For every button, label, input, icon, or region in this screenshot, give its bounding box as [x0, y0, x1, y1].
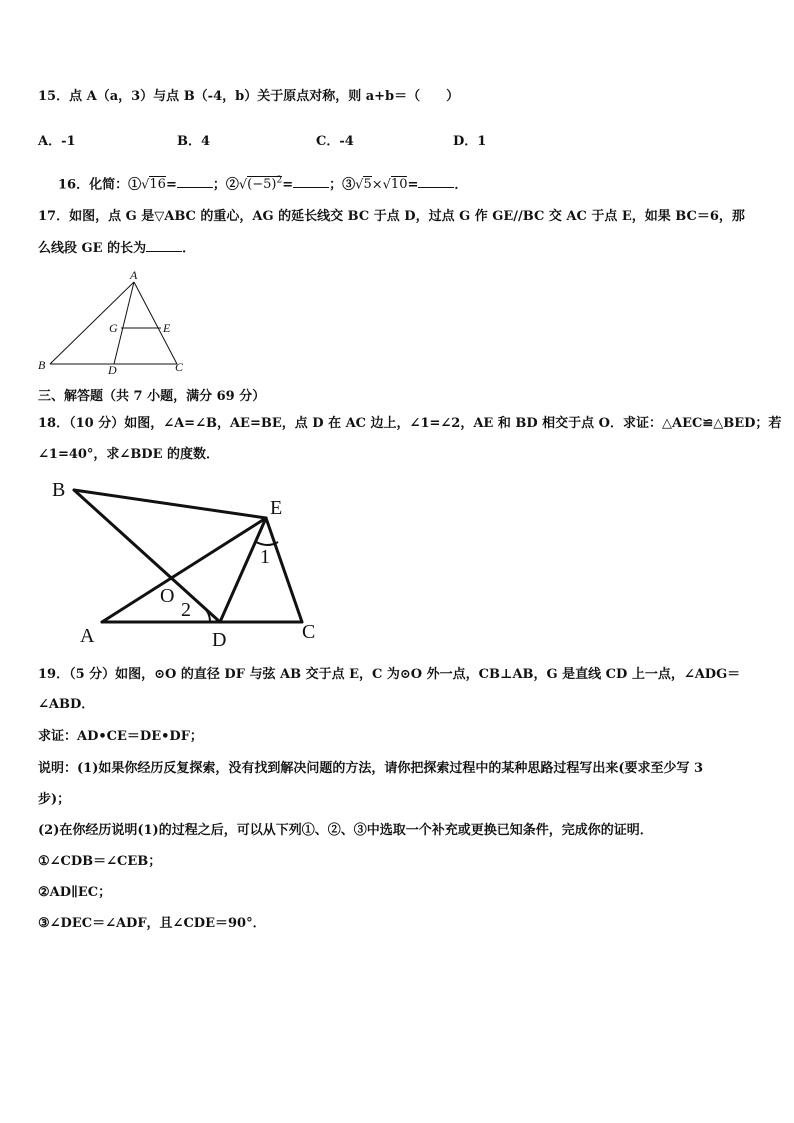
q18-label-1: 1 [260, 546, 270, 568]
q16-part1-label: ① [128, 177, 142, 193]
q19-option-2: ②AD∥EC； [38, 885, 112, 900]
q18-label-b: B [52, 479, 66, 501]
equals-sign: = [282, 177, 294, 193]
q18-segment-bd [74, 490, 220, 622]
q16-part2-base: (−5) [247, 177, 277, 193]
q19-line-6: (2)在你经历说明(1)的过程之后，可以从下列①、②、③中选取一个补充或更换已知条件，完成你的证明． [38, 823, 653, 838]
sqrt-icon: √ [238, 177, 248, 193]
q18-label-o: O [160, 585, 175, 607]
q18-segment-ec [266, 518, 302, 622]
q19-line-3: 求证：AD•CE＝DE•DF； [38, 729, 203, 744]
q17-label-a: A [130, 268, 138, 282]
q17-label-e: E [163, 321, 171, 335]
q17-line-2 [38, 239, 195, 258]
q15-option-c: C．-4 [316, 134, 354, 149]
q15-option-b: B．4 [177, 134, 211, 149]
q18-label-e: E [270, 497, 283, 519]
q16-stem [58, 170, 467, 196]
q16-blank-1 [177, 175, 213, 188]
q15-option-d: D．1 [453, 134, 487, 149]
q17-end: ． [182, 241, 196, 256]
q17-label-g: G [109, 321, 118, 335]
section-title: 三、解答题（共 7 小题，满分 69 分） [38, 389, 266, 404]
q19-line-4: 说明：(1)如果你经历反复探索，没有找到解决问题的方法，请你把探索过程中的某种思路过程写出来(要求至少写 3 [38, 761, 704, 776]
q16-part3-radicand-2: 10 [390, 177, 408, 193]
q17-line-2-text: 么线段 GE 的长为 [38, 241, 147, 256]
q17-side-ac [134, 282, 177, 364]
q19-line-5: 步)； [38, 792, 71, 807]
q17-label-d: D [108, 363, 117, 376]
q17-side-ab [50, 282, 134, 364]
sqrt-icon: √ [355, 177, 364, 193]
q18-label-c: C [302, 621, 316, 643]
q16-prefix: 16．化简： [58, 177, 129, 193]
q17-label-c: C [175, 360, 184, 374]
q16-part2-exponent: 2 [276, 176, 283, 186]
q17-blank [146, 239, 182, 252]
q17-line-1: 17．如图，点 G 是▽ABC 的重心，AG 的延长线交 BC 于点 D，过点 G 作 GE//BC 交 AC 于点 E，如果 BC＝6，那 [38, 209, 745, 224]
equals-sign: = [165, 177, 177, 193]
q18-label-a: A [80, 625, 95, 647]
q19-option-3: ③∠DEC＝∠ADF，且∠CDE＝90°． [38, 916, 266, 931]
q18-segment-be [74, 490, 266, 518]
q17-figure [30, 264, 200, 376]
sqrt-icon: √ [382, 177, 391, 193]
q18-line-2: ∠1=40°，求∠BDE 的度数． [38, 447, 220, 462]
q16-part2-radicand [247, 176, 282, 192]
q16-part3-label: ；③ [329, 177, 356, 193]
q19-line-2: ∠ABD． [38, 697, 95, 712]
q17-label-b: B [38, 358, 46, 372]
q15-stem: 15．点 A（a，3）与点 B（-4，b）关于原点对称，则 a+b＝（ ） [38, 89, 460, 104]
q18-label-d: D [212, 629, 227, 651]
sqrt-icon: √ [141, 177, 150, 193]
q19-option-1: ①∠CDB＝∠CEB； [38, 854, 162, 869]
q18-figure [40, 474, 340, 652]
q16-end: ． [454, 177, 468, 193]
q15-option-a: A．-1 [38, 134, 76, 149]
times-sign: × [371, 177, 383, 193]
q16-part3-radicand-1: 5 [363, 177, 372, 193]
q16-blank-3 [418, 175, 454, 188]
q16-blank-2 [293, 175, 329, 188]
equals-sign: = [407, 177, 419, 193]
q18-line-1: 18．（10 分）如图，∠A=∠B，AE=BE，点 D 在 AC 边上，∠1=∠2，AE 和 BD 相交于点 O．求证：△AEC≌△BED；若 [38, 416, 782, 431]
q19-line-1: 19．（5 分）如图，⊙O 的直径 DF 与弦 AB 交于点 E，C 为⊙O 外一点，CB⊥AB，G 是直线 CD 上一点，∠ADG＝ [38, 667, 741, 682]
q16-part1-radicand: 16 [149, 177, 166, 193]
q18-label-2: 2 [181, 599, 191, 621]
q16-part2-label: ；② [212, 177, 239, 193]
